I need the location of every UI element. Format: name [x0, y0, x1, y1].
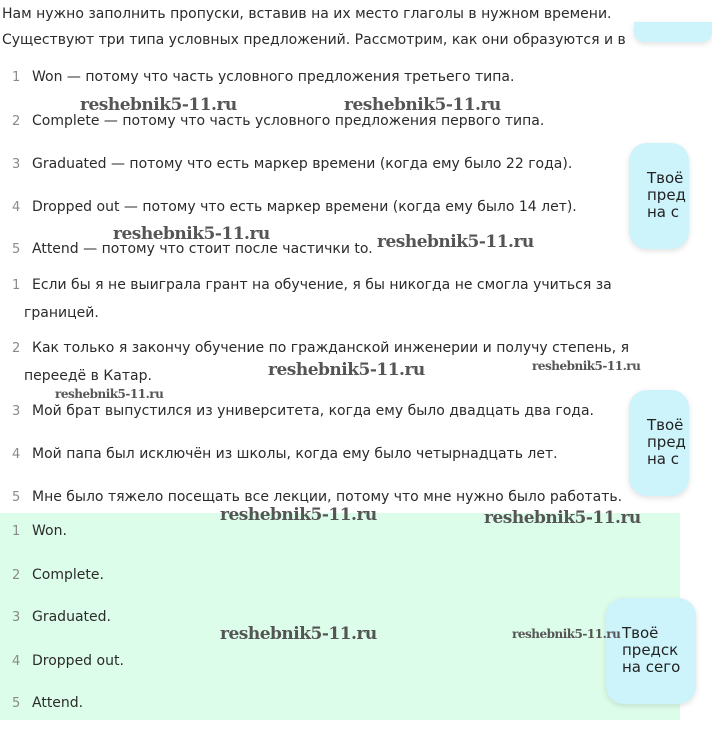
- intro-line-1: Нам нужно заполнить пропуски, вставив на их место глаголы в нужном времени.: [2, 6, 612, 22]
- chat-bubble-top[interactable]: [634, 22, 712, 42]
- chat-bubble[interactable]: Твоё предск на сего: [606, 598, 696, 704]
- watermark: reshebnik5-11.ru: [532, 359, 641, 373]
- watermark: reshebnik5-11.ru: [220, 624, 377, 644]
- watermark: reshebnik5-11.ru: [344, 95, 501, 115]
- list-item: 4 Dropped out — потому что есть маркер времени (когда ему было 14 лет).: [12, 199, 577, 215]
- list-item: 1 Если бы я не выиграла грант на обучение, я бы никогда не смогла учиться за: [12, 277, 612, 293]
- list-item-continuation: переедё в Катар.: [24, 368, 152, 384]
- watermark: reshebnik5-11.ru: [220, 505, 377, 525]
- watermark: reshebnik5-11.ru: [377, 232, 534, 252]
- list-item: 5 Attend — потому что стоит после частички to.: [12, 241, 373, 257]
- chat-bubble[interactable]: Твоё пред на с: [629, 390, 689, 496]
- answer-item: 1 Won.: [12, 523, 67, 539]
- answer-item: 5 Attend.: [12, 695, 84, 711]
- watermark: reshebnik5-11.ru: [55, 387, 164, 401]
- watermark: reshebnik5-11.ru: [512, 627, 621, 641]
- list-item: 2 Как только я закончу обучение по гражданской инженерии и получу степень, я: [12, 340, 630, 356]
- watermark: reshebnik5-11.ru: [80, 95, 237, 115]
- answer-item: 3 Graduated.: [12, 609, 111, 625]
- list-item: 2 Complete — потому что часть условного предложения первого типа.: [12, 113, 545, 129]
- list-item: 5 Мне было тяжело посещать все лекции, потому что мне нужно было работать.: [12, 489, 623, 505]
- list-item: 1 Won — потому что часть условного предложения третьего типа.: [12, 69, 515, 85]
- list-item: 3 Мой брат выпустился из университета, когда ему было двадцать два года.: [12, 403, 594, 419]
- watermark: reshebnik5-11.ru: [484, 508, 641, 528]
- answer-item: 4 Dropped out.: [12, 653, 124, 669]
- list-item: 3 Graduated — потому что есть маркер времени (когда ему было 22 года).: [12, 156, 573, 172]
- watermark: reshebnik5-11.ru: [113, 224, 270, 244]
- list-item-continuation: границей.: [24, 305, 99, 321]
- watermark: reshebnik5-11.ru: [268, 360, 425, 380]
- chat-bubble[interactable]: Твоё пред на с: [629, 143, 689, 249]
- intro-line-2: Существуют три типа условных предложений. Рассмотрим, как они образуются и в: [2, 32, 626, 48]
- list-item: 4 Мой папа был исключён из школы, когда ему было четырнадцать лет.: [12, 446, 558, 462]
- answer-item: 2 Complete.: [12, 567, 104, 583]
